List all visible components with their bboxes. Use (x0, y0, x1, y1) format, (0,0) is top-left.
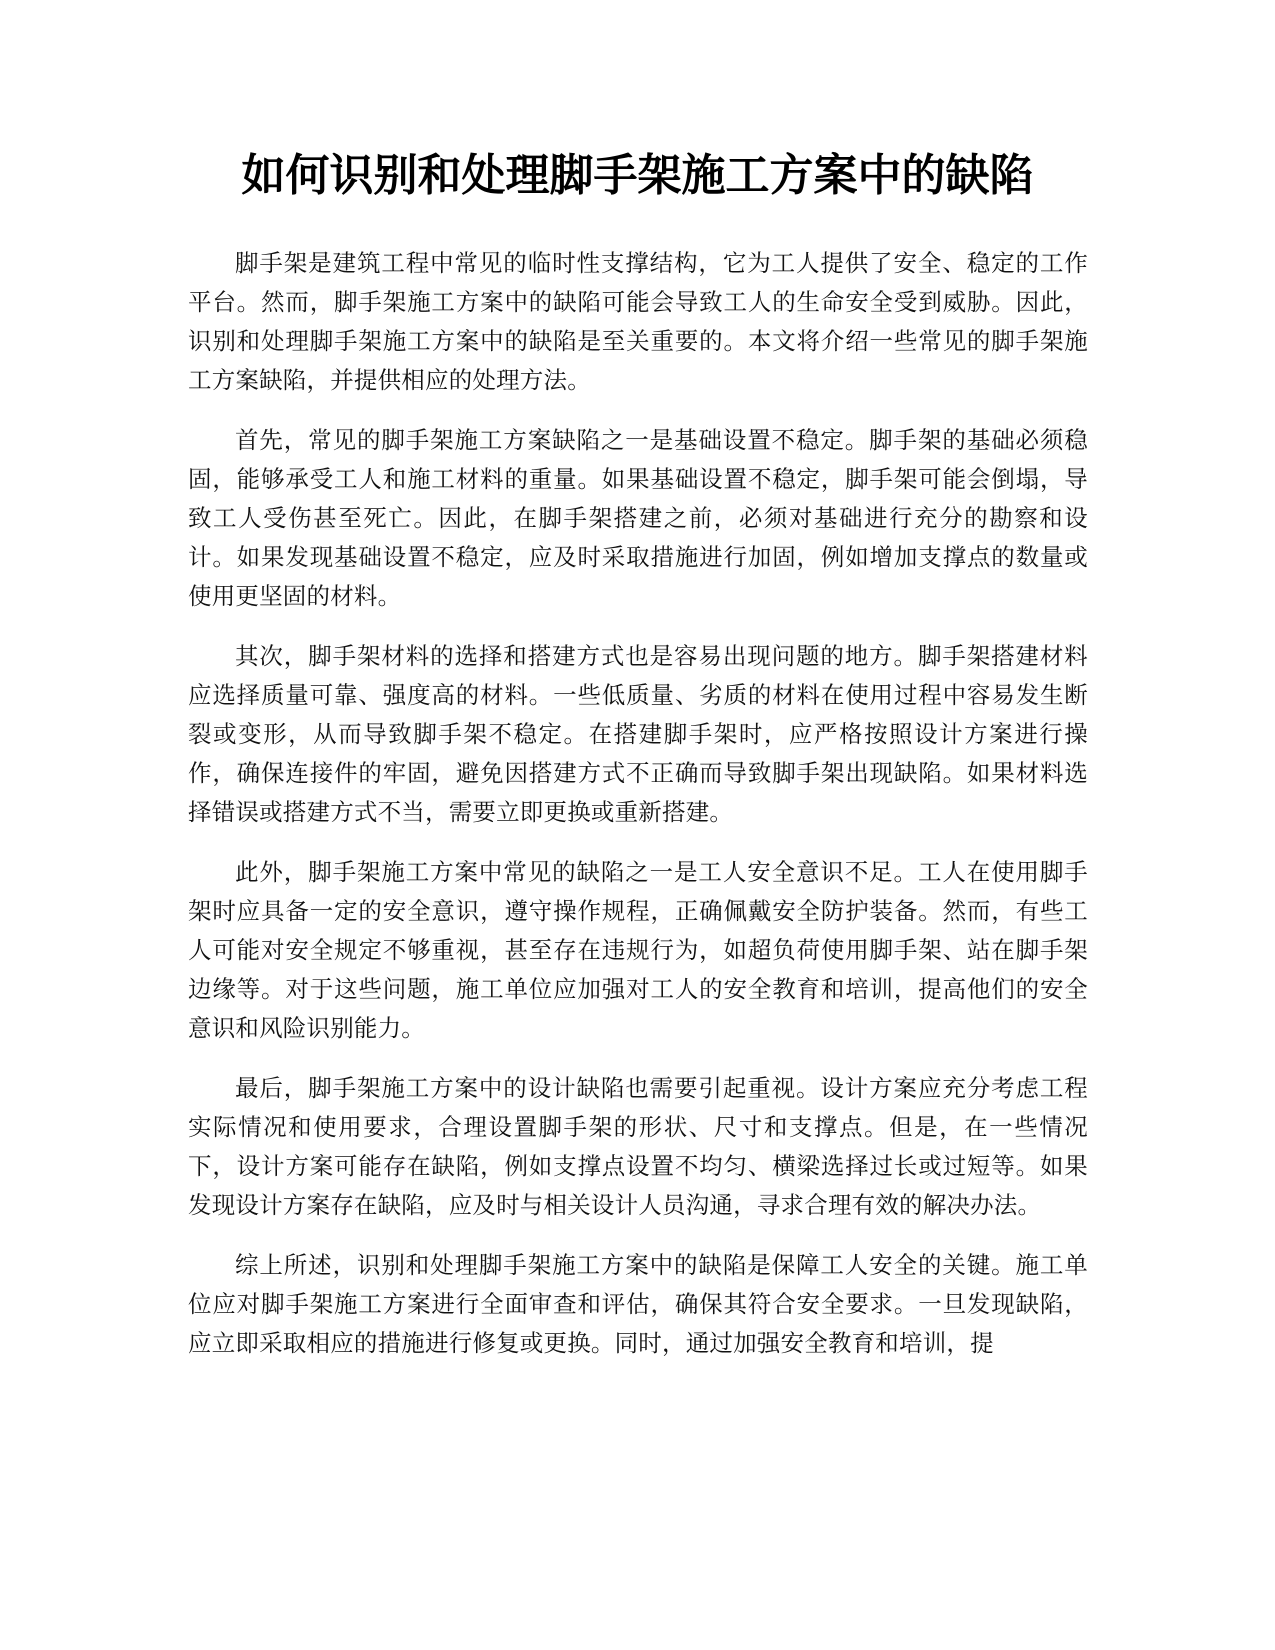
paragraph-conclusion: 综上所述，识别和处理脚手架施工方案中的缺陷是保障工人安全的关键。施工单位应对脚手架施工方案进行全面审查和评估，确保其符合安全要求。一旦发现缺陷，应立即采取相应的措施进行修复或更换。同时，通过加强安全教育和培训，提 (188, 1251, 1088, 1357)
document-title: 如何识别和处理脚手架施工方案中的缺陷 (241, 150, 1034, 201)
document-body (188, 244, 1088, 1384)
paragraph-safety-awareness: 此外，脚手架施工方案中常见的缺陷之一是工人安全意识不足。工人在使用脚手架时应具备一定的安全意识，遵守操作规程，正确佩戴安全防护装备。然而，有些工人可能对安全规定不够重视，甚至存在违规行为，如超负荷使用脚手架、站在脚手架边缘等。对于这些问题，施工单位应加强对工人的安全教育和培训，提高他们的安全意识和风险识别能力。 (188, 858, 1088, 1042)
paragraph-materials: 其次，脚手架材料的选择和搭建方式也是容易出现问题的地方。脚手架搭建材料应选择质量可靠、强度高的材料。一些低质量、劣质的材料在使用过程中容易发生断裂或变形，从而导致脚手架不稳定。在搭建脚手架时，应严格按照设计方案进行操作，确保连接件的牢固，避免因搭建方式不正确而导致脚手架出现缺陷。如果材料选择错误或搭建方式不当，需要立即更换或重新搭建。 (188, 642, 1088, 826)
paragraph-foundation: 首先，常见的脚手架施工方案缺陷之一是基础设置不稳定。脚手架的基础必须稳固，能够承受工人和施工材料的重量。如果基础设置不稳定，脚手架可能会倒塌，导致工人受伤甚至死亡。因此，在脚手架搭建之前，必须对基础进行充分的勘察和设计。如果发现基础设置不稳定，应及时采取措施进行加固，例如增加支撑点的数量或使用更坚固的材料。 (188, 426, 1088, 610)
paragraph-intro: 脚手架是建筑工程中常见的临时性支撑结构，它为工人提供了安全、稳定的工作平台。然而，脚手架施工方案中的缺陷可能会导致工人的生命安全受到威胁。因此，识别和处理脚手架施工方案中的缺陷是至关重要的。本文将介绍一些常见的脚手架施工方案缺陷，并提供相应的处理方法。 (188, 249, 1088, 394)
paragraph-design-defects: 最后，脚手架施工方案中的设计缺陷也需要引起重视。设计方案应充分考虑工程实际情况和使用要求，合理设置脚手架的形状、尺寸和支撑点。但是，在一些情况下，设计方案可能存在缺陷，例如支撑点设置不均匀、横梁选择过长或过短等。如果发现设计方案存在缺陷，应及时与相关设计人员沟通，寻求合理有效的解决办法。 (188, 1074, 1088, 1219)
